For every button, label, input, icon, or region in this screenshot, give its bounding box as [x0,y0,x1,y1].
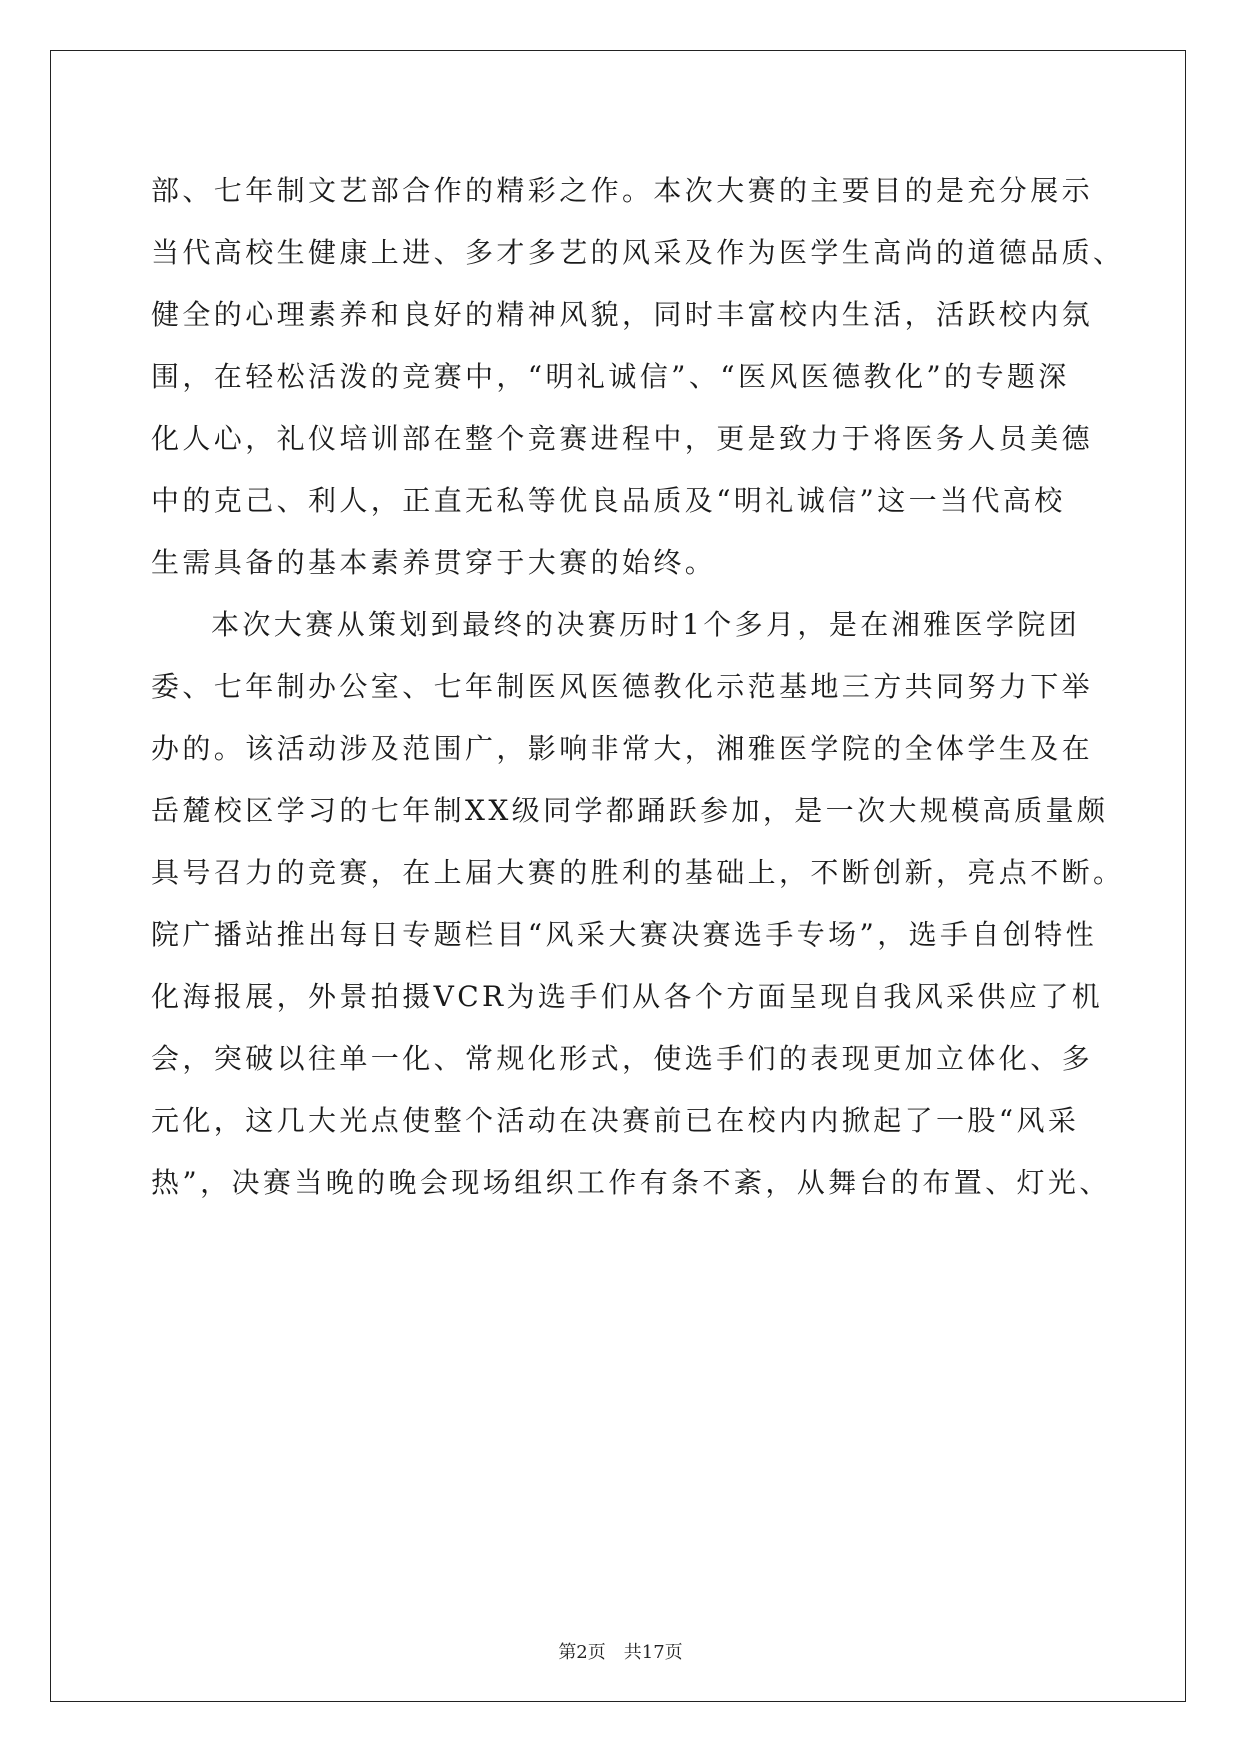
total-pages: 共17页 [623,1642,683,1663]
text-line: 院广播站推出每日专题栏目“风采大赛决赛选手专场”，选手自创特性 [151,918,1098,951]
document-body [151,160,1125,1214]
text-line: 元化，这几大光点使整个活动在决赛前已在校内内掀起了一股“风采 [151,1104,1080,1137]
text-line: 办的。该活动涉及范围广，影响非常大，湘雅医学院的全体学生及在 [151,732,1094,765]
text-line: 健全的心理素养和良好的精神风貌，同时丰富校内生活，活跃校内氛 [151,298,1094,331]
text-line: 委、七年制办公室、七年制医风医德教化示范基地三方共同努力下举 [151,670,1094,703]
text-line: 部、七年制文艺部合作的精彩之作。本次大赛的主要目的是充分展示 [151,174,1094,207]
text-line: 化人心，礼仪培训部在整个竞赛进程中，更是致力于将医务人员美德 [151,422,1094,455]
text-line: 热”，决赛当晚的晚会现场组织工作有条不紊，从舞台的布置、灯光、 [151,1166,1111,1199]
text-line: 岳麓校区学习的七年制XX级同学都踊跃参加，是一次大规模高质量颇 [151,794,1109,827]
text-line: 围，在轻松活泼的竞赛中，“明礼诚信”、“医风医德教化”的专题深 [151,360,1070,393]
text-line: 会，突破以往单一化、常规化形式，使选手们的表现更加立体化、多 [151,1042,1094,1075]
text-line: 生需具备的基本素养贯穿于大赛的始终。 [151,546,717,579]
text-line: 化海报展，外景拍摄VCR为选手们从各个方面呈现自我风采供应了机 [151,980,1104,1013]
page-number: 第2页 [558,1642,606,1663]
paragraph-start-line: 本次大赛从策划到最终的决赛历时1个多月，是在湘雅医学院团 [211,608,1081,641]
text-line: 当代高校生健康上进、多才多艺的风采及作为医学生高尚的道德品质、 [151,236,1125,269]
text-line: 具号召力的竞赛，在上届大赛的胜利的基础上，不断创新，亮点不断。 [151,856,1125,889]
text-line: 中的克己、利人，正直无私等优良品质及“明礼诚信”这一当代高校 [151,484,1066,517]
page-footer [0,1638,1241,1664]
